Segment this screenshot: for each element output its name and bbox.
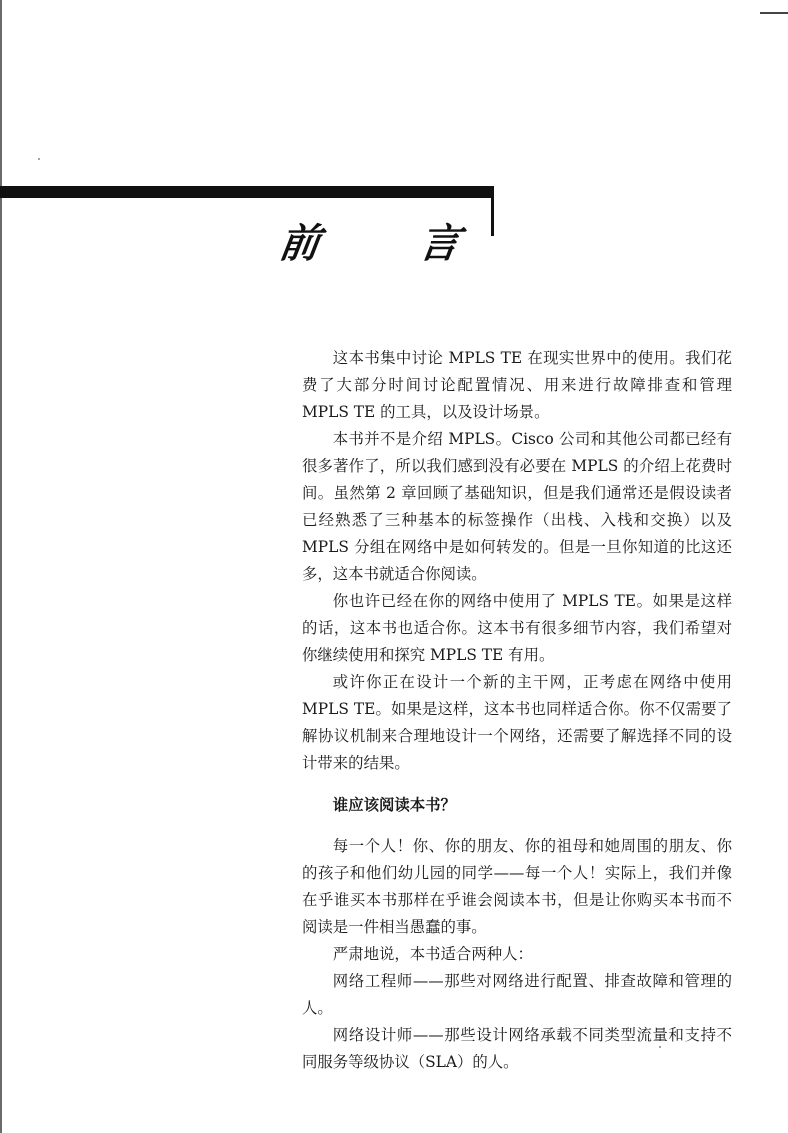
section-paragraph-1: 每一个人！你、你的朋友、你的祖母和她周围的朋友、你的孩子和他们幼儿园的同学——每一个人！实际上，我们并像在乎谁买本书那样在乎谁会阅读本书，但是让你购买本书而不阅读是一件相当愚蠢的事。	[302, 837, 732, 936]
scan-speck	[659, 1046, 661, 1048]
paragraph-1: 这本书集中讨论 MPLS TE 在现实世界中的使用。我们花费了大部分时间讨论配置情况、用来进行故障排查和管理 MPLS TE 的工具，以及设计场景。	[302, 349, 732, 421]
section-paragraph-3: 网络工程师——那些对网络进行配置、排查故障和管理的人。	[302, 972, 732, 1017]
section-paragraph-4: 网络设计师——那些设计网络承载不同类型流量和支持不同服务等级协议（SLA）的人。	[302, 1026, 732, 1071]
page-left-edge	[0, 0, 2, 1133]
chapter-title-left-char: 前	[276, 219, 323, 267]
chapter-header-vertical-line	[491, 198, 494, 236]
corner-mark	[760, 12, 788, 14]
paragraph-2: 本书并不是介绍 MPLS。Cisco 公司和其他公司都已经有很多著作了，所以我们感到没有必要在 MPLS 的介绍上花费时间。虽然第 2 章回顾了基础知识，但是我们通常还是假设读者已经熟悉了三种基本的标签操作（出栈、入栈和交换）以及 MPLS 分组在网络中是如何转发的。但是一旦你知道的比这还多，这本书就适合你阅读。	[302, 430, 732, 583]
paragraph-4: 或许你正在设计一个新的主干网，正考虑在网络中使用 MPLS TE。如果是这样，这本书也同样适合你。你不仅需要了解协议机制来合理地设计一个网络，还需要了解选择不同的设计带来的结果。	[302, 673, 732, 772]
section-paragraph-2: 严肃地说，本书适合两种人：	[332, 945, 533, 963]
scan-speck	[38, 158, 40, 160]
paragraph-3: 你也许已经在你的网络中使用了 MPLS TE。如果是这样的话，这本书也适合你。这本书有很多细节内容，我们希望对你继续使用和探究 MPLS TE 有用。	[302, 592, 732, 664]
body-text	[302, 345, 732, 1076]
chapter-header-bar	[0, 186, 494, 198]
chapter-title	[276, 210, 463, 270]
section-heading: 谁应该阅读本书？	[332, 796, 456, 814]
chapter-title-right-char: 言	[416, 219, 463, 267]
